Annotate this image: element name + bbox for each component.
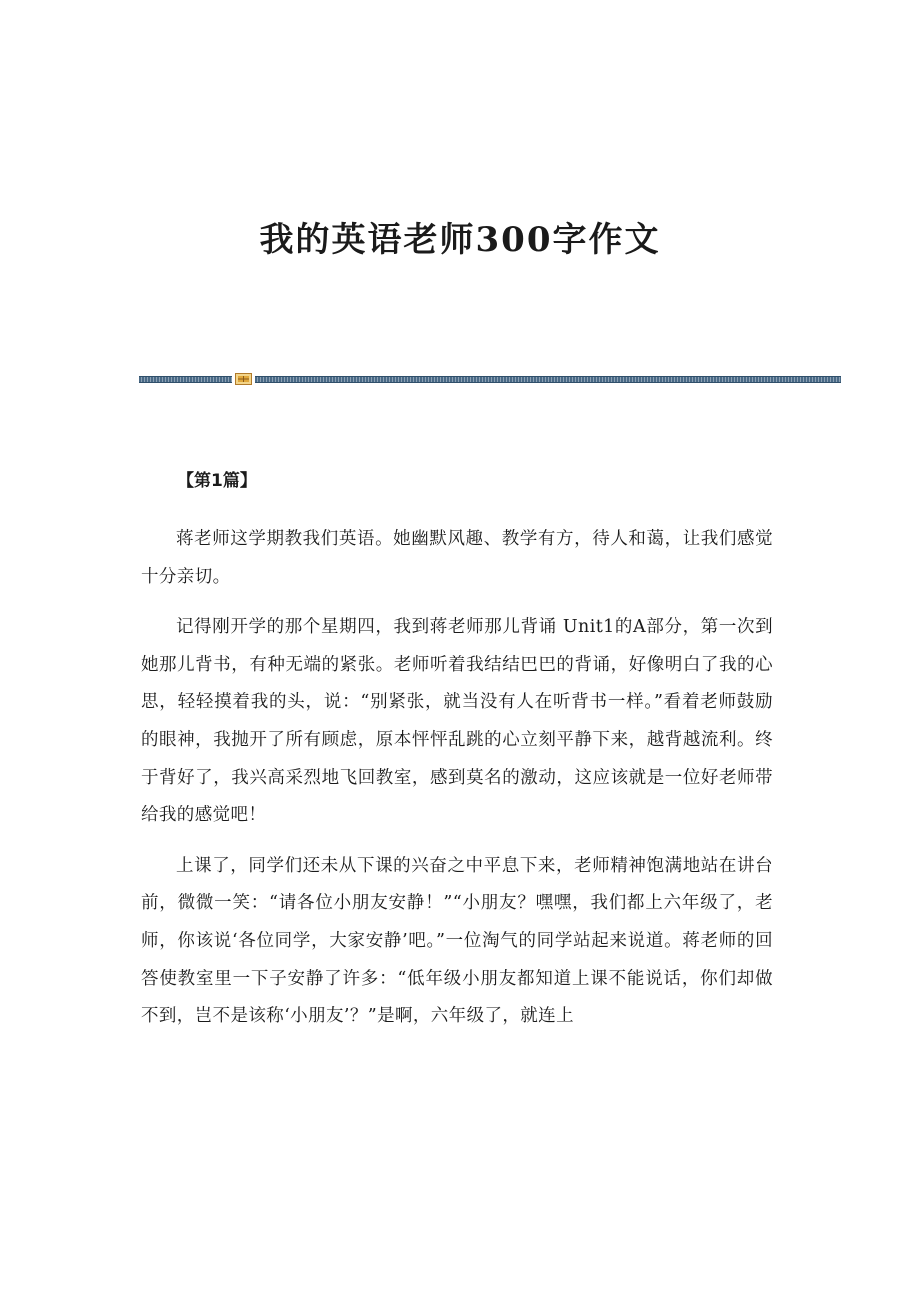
paragraph: 上课了，同学们还未从下课的兴奋之中平息下来，老师精神饱满地站在讲台前，微微一笑：“请各位小朋友安静！”“小朋友？嘿嘿，我们都上六年级了，老师，你该说‘各位同学，大家安静’吧。”一位淘气的同学站起来说道。蒋老师的回答使教室里一下子安静了许多：“低年级小朋友都知道上课不能说话，你们却做不到，岂不是该称‘小朋友’？”是啊，六年级了，就连上 xyxy=(141,855,773,1027)
divider-ornament-icon xyxy=(235,373,252,385)
title-divider xyxy=(139,373,841,385)
divider-bar-right xyxy=(255,376,841,383)
article-body xyxy=(141,464,773,1049)
section-heading: 【第1篇】 xyxy=(177,471,257,491)
page-title: 我的英语老师300字作文 xyxy=(259,220,661,260)
paragraph: 蒋老师这学期教我们英语。她幽默风趣、教学有方，待人和蔼，让我们感觉十分亲切。 xyxy=(141,529,773,587)
divider-bar-left xyxy=(139,376,232,383)
paragraph: 记得刚开学的那个星期四，我到蒋老师那儿背诵 Unit1的A部分，第一次到她那儿背书，有种无端的紧张。老师听着我结结巴巴的背诵，好像明白了我的心思，轻轻摸着我的头，说：“别紧张，就当没有人在听背书一样。”看着老师鼓励的眼神，我抛开了所有顾虑，原本怦怦乱跳的心立刻平静下来，越背越流利。终于背好了，我兴高采烈地飞回教室，感到莫名的激动，这应该就是一位好老师带给我的感觉吧！ xyxy=(141,617,773,826)
